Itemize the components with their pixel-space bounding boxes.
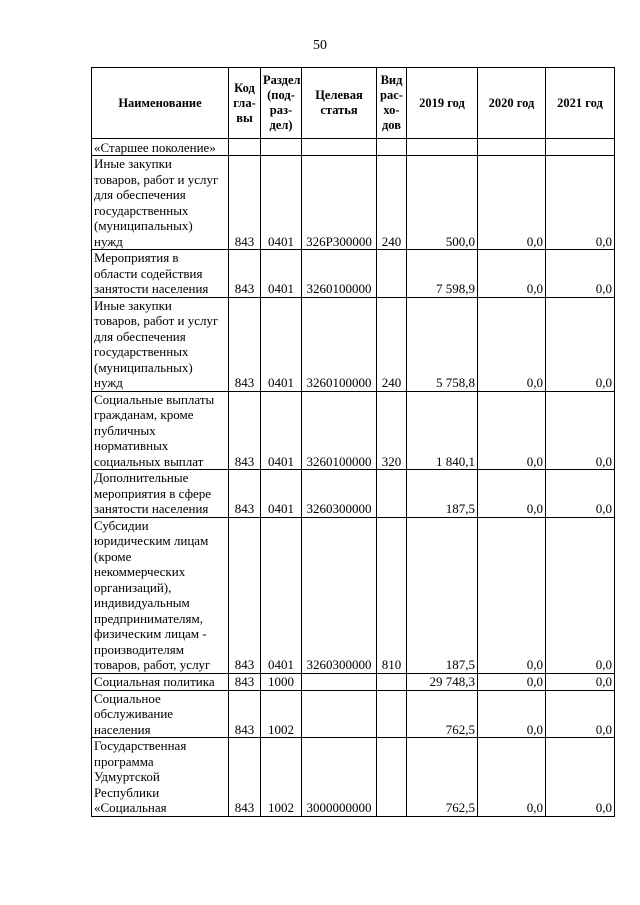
- page-number: 50: [313, 38, 327, 53]
- row-name: Субсидии юридическим лицам (кроме некоммерческих организаций), индивидуальным предпринимателям, физическим лицам - производителям товаров, работ, услуг: [92, 517, 229, 673]
- table-header-row: [92, 68, 615, 139]
- row-2020: 0,0: [478, 673, 546, 690]
- row-2021: 0,0: [546, 673, 615, 690]
- budget-table: [91, 67, 615, 817]
- row-2019: 5 758,8: [407, 297, 478, 391]
- header-type: Вид рас- хо- дов: [377, 68, 407, 139]
- row-2021: [546, 139, 615, 156]
- row-section: [261, 139, 302, 156]
- row-type: [377, 673, 407, 690]
- row-section: 0401: [261, 470, 302, 518]
- row-type: [377, 139, 407, 156]
- row-target: 3260100000: [302, 250, 377, 298]
- row-2019: 29 748,3: [407, 673, 478, 690]
- row-2019: 1 840,1: [407, 391, 478, 470]
- header-code: Код гла- вы: [229, 68, 261, 139]
- header-2021: 2021 год: [546, 68, 615, 139]
- row-2019: [407, 139, 478, 156]
- row-code: 843: [229, 470, 261, 518]
- row-section: 1002: [261, 690, 302, 738]
- row-target: 3260300000: [302, 517, 377, 673]
- row-2021: 0,0: [546, 690, 615, 738]
- row-code: [229, 139, 261, 156]
- row-code: 843: [229, 738, 261, 817]
- row-code: 843: [229, 517, 261, 673]
- row-name: Социальная политика: [92, 673, 229, 690]
- table-row: [92, 156, 615, 250]
- row-section: 0401: [261, 297, 302, 391]
- row-target: 3000000000: [302, 738, 377, 817]
- table-row: [92, 297, 615, 391]
- row-section: 0401: [261, 250, 302, 298]
- table-row: [92, 738, 615, 817]
- table-row: [92, 470, 615, 518]
- row-target: 326P300000: [302, 156, 377, 250]
- row-2020: 0,0: [478, 470, 546, 518]
- row-section: 1000: [261, 673, 302, 690]
- row-2021: 0,0: [546, 470, 615, 518]
- row-code: 843: [229, 690, 261, 738]
- table-row: [92, 391, 615, 470]
- row-section: 0401: [261, 391, 302, 470]
- row-2021: 0,0: [546, 297, 615, 391]
- header-section: Раздел (под- раз- дел): [261, 68, 302, 139]
- table-row: [92, 690, 615, 738]
- table-row: [92, 517, 615, 673]
- row-type: 240: [377, 156, 407, 250]
- row-2019: 762,5: [407, 738, 478, 817]
- row-name: Мероприятия в области содействия занятости населения: [92, 250, 229, 298]
- row-target: 3260300000: [302, 470, 377, 518]
- row-name: Государственная программа Удмуртской Республики «Социальная: [92, 738, 229, 817]
- row-2019: 7 598,9: [407, 250, 478, 298]
- row-code: 843: [229, 297, 261, 391]
- row-code: 843: [229, 250, 261, 298]
- row-type: [377, 690, 407, 738]
- row-section: 0401: [261, 156, 302, 250]
- row-name: Социальное обслуживание населения: [92, 690, 229, 738]
- row-target: 3260100000: [302, 297, 377, 391]
- row-code: 843: [229, 156, 261, 250]
- row-2020: 0,0: [478, 738, 546, 817]
- row-name: Иные закупки товаров, работ и услуг для обеспечения государственных (муниципальных) нужд: [92, 156, 229, 250]
- row-type: [377, 470, 407, 518]
- row-type: [377, 250, 407, 298]
- row-target: [302, 139, 377, 156]
- row-section: 1002: [261, 738, 302, 817]
- row-2019: 187,5: [407, 517, 478, 673]
- row-2019: 762,5: [407, 690, 478, 738]
- row-2021: 0,0: [546, 738, 615, 817]
- row-section: 0401: [261, 517, 302, 673]
- row-2020: 0,0: [478, 156, 546, 250]
- row-type: 320: [377, 391, 407, 470]
- header-2020: 2020 год: [478, 68, 546, 139]
- row-2021: 0,0: [546, 517, 615, 673]
- row-2020: 0,0: [478, 297, 546, 391]
- row-name: Дополнительные мероприятия в сфере занятости населения: [92, 470, 229, 518]
- row-2020: 0,0: [478, 517, 546, 673]
- row-2019: 187,5: [407, 470, 478, 518]
- row-2020: 0,0: [478, 690, 546, 738]
- row-2019: 500,0: [407, 156, 478, 250]
- row-code: 843: [229, 673, 261, 690]
- table-row: [92, 673, 615, 690]
- row-type: 240: [377, 297, 407, 391]
- row-2020: 0,0: [478, 391, 546, 470]
- row-2021: 0,0: [546, 250, 615, 298]
- row-2021: 0,0: [546, 156, 615, 250]
- row-type: [377, 738, 407, 817]
- table-row: [92, 139, 615, 156]
- header-2019: 2019 год: [407, 68, 478, 139]
- header-target: Целевая статья: [302, 68, 377, 139]
- row-target: [302, 673, 377, 690]
- row-2021: 0,0: [546, 391, 615, 470]
- row-code: 843: [229, 391, 261, 470]
- row-name: Социальные выплаты гражданам, кроме публичных нормативных социальных выплат: [92, 391, 229, 470]
- table-row: [92, 250, 615, 298]
- row-2020: 0,0: [478, 250, 546, 298]
- row-target: [302, 690, 377, 738]
- row-name: Иные закупки товаров, работ и услуг для обеспечения государственных (муниципальных) нужд: [92, 297, 229, 391]
- row-2020: [478, 139, 546, 156]
- header-name: Наименование: [92, 68, 229, 139]
- row-type: 810: [377, 517, 407, 673]
- row-target: 3260100000: [302, 391, 377, 470]
- row-name: «Старшее поколение»: [92, 139, 229, 156]
